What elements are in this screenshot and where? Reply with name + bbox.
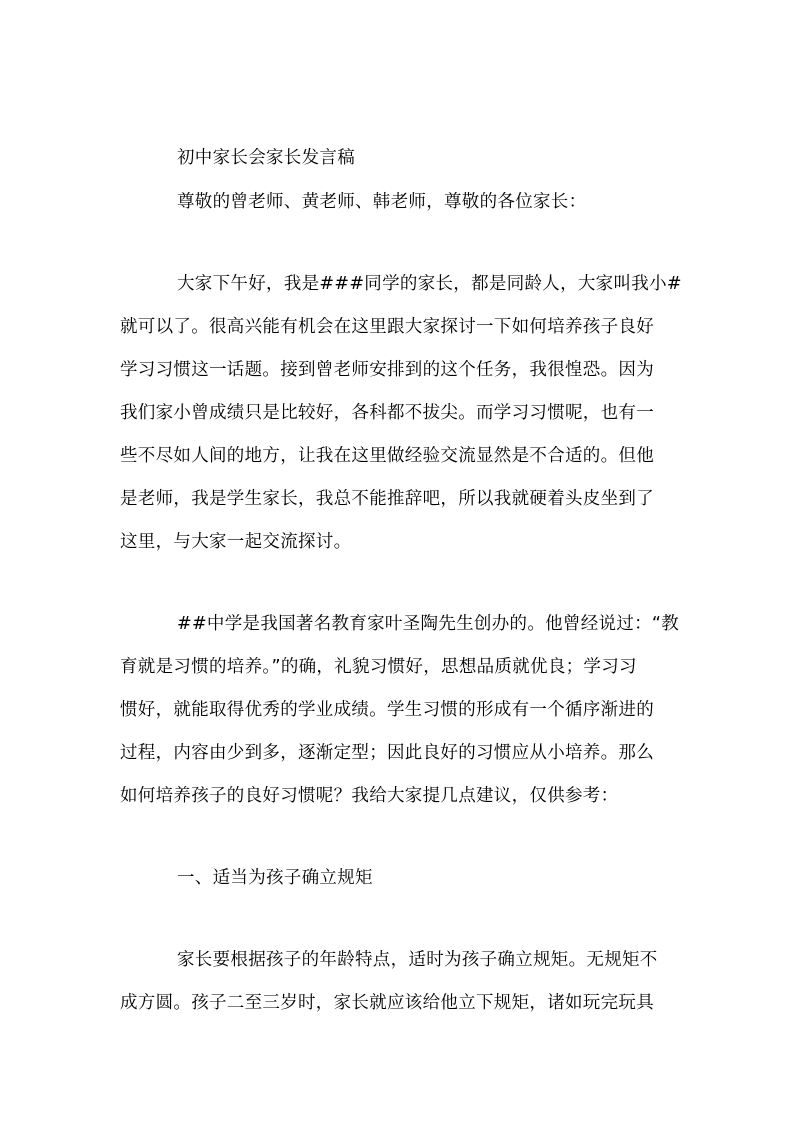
paragraph-line: 这里，与大家一起交流探讨。 bbox=[120, 532, 352, 552]
paragraph-line: 过程，内容由少到多，逐渐定型；因此良好的习惯应从小培养。那么 bbox=[120, 743, 654, 763]
document-title: 初中家长会家长发言稿 bbox=[177, 148, 355, 168]
paragraph-line: 学习习惯这一话题。接到曾老师安排到的这个任务，我很惶恐。因为 bbox=[120, 360, 654, 380]
paragraph-line: 成方圆。孩子二至三岁时，家长就应该给他立下规矩，诸如玩完玩具 bbox=[120, 993, 654, 1013]
paragraph-line: 大家下午好，我是###同学的家长，都是同龄人，大家叫我小# bbox=[177, 274, 682, 294]
paragraph-line: ##中学是我国著名教育家叶圣陶先生创办的。他曾经说过：“教 bbox=[177, 614, 680, 634]
paragraph-line: 我们家小曾成绩只是比较好，各科都不拔尖。而学习习惯呢，也有一 bbox=[120, 403, 654, 423]
section-heading: 一、适当为孩子确立规矩 bbox=[177, 868, 373, 888]
salutation: 尊敬的曾老师、黄老师、韩老师，尊敬的各位家长： bbox=[177, 192, 587, 212]
paragraph-line: 家长要根据孩子的年龄特点，适时为孩子确立规矩。无规矩不 bbox=[177, 950, 658, 970]
paragraph-line: 育就是习惯的培养。”的确，礼貌习惯好，思想品质就优良；学习习 bbox=[120, 657, 637, 677]
paragraph-line: 就可以了。很高兴能有机会在这里跟大家探讨一下如何培养孩子良好 bbox=[120, 317, 654, 337]
paragraph-line: 惯好，就能取得优秀的学业成绩。学生习惯的形成有一个循序渐进的 bbox=[120, 700, 654, 720]
paragraph-line: 如何培养孩子的良好习惯呢？我给大家提几点建议，仅供参考： bbox=[120, 786, 619, 806]
paragraph-line: 些不尽如人间的地方，让我在这里做经验交流显然是不合适的。但他 bbox=[120, 446, 654, 466]
paragraph-line: 是老师，我是学生家长，我总不能推辞吧，所以我就硬着头皮坐到了 bbox=[120, 489, 654, 509]
